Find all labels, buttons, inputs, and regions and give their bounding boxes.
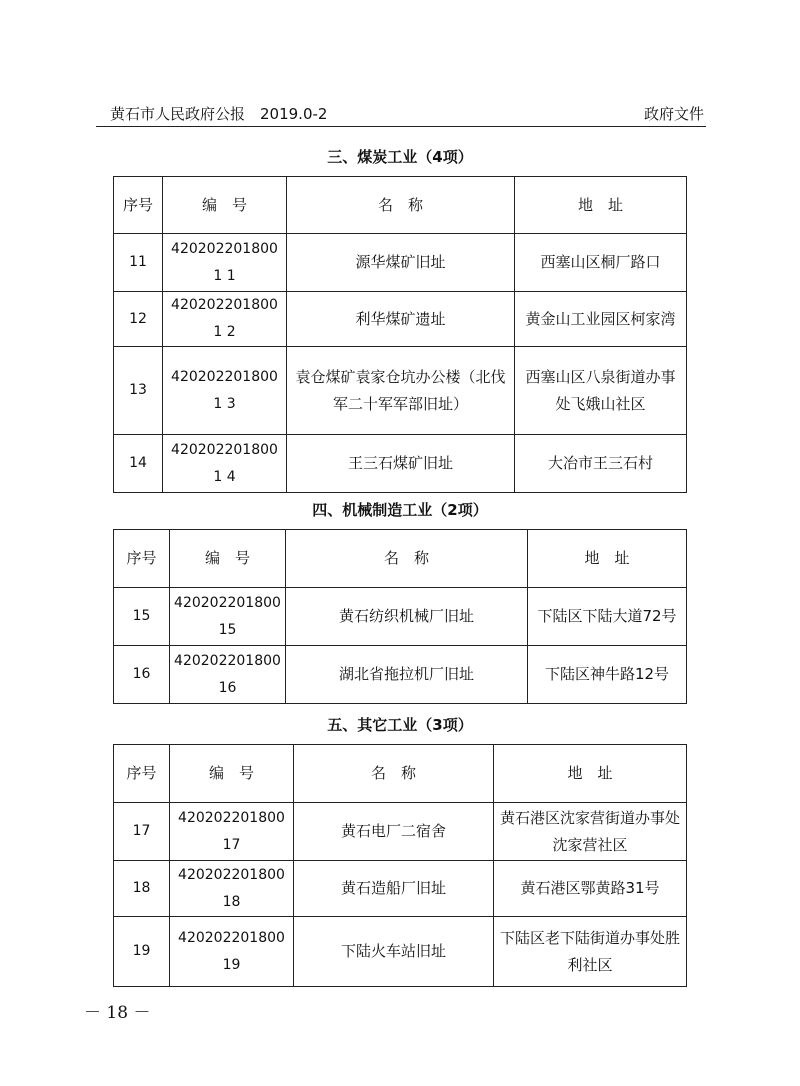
row-address: 下陆区神牛路12号 bbox=[528, 646, 687, 704]
row-name: 湖北省拖拉机厂旧址 bbox=[286, 646, 528, 704]
header-left: 黄石市人民政府公报 2019.0-2 bbox=[110, 105, 328, 123]
header-rule bbox=[96, 126, 706, 127]
row-name: 黄石纺织机械厂旧址 bbox=[286, 588, 528, 646]
row-no: 14 bbox=[114, 435, 163, 493]
row-address: 下陆区老下陆街道办事处胜利社区 bbox=[494, 917, 687, 987]
row-no: 19 bbox=[114, 917, 170, 987]
table-row bbox=[114, 347, 687, 435]
table-header-row bbox=[114, 745, 687, 803]
column-header-name: 名 称 bbox=[287, 177, 515, 234]
row-name: 源华煤矿旧址 bbox=[287, 234, 515, 292]
row-name: 利华煤矿遗址 bbox=[287, 292, 515, 347]
row-address: 黄石港区沈家营街道办事处沈家营社区 bbox=[494, 803, 687, 861]
section-title-machinery: 四、机械制造工业（2项） bbox=[312, 501, 488, 519]
column-header-name: 名 称 bbox=[286, 530, 528, 588]
column-header-address: 地 址 bbox=[515, 177, 687, 234]
header-right: 政府文件 bbox=[643, 105, 704, 123]
table-row bbox=[114, 234, 687, 292]
row-address: 黄金山工业园区柯家湾 bbox=[515, 292, 687, 347]
row-no: 11 bbox=[114, 234, 163, 292]
row-address: 西塞山区桐厂路口 bbox=[515, 234, 687, 292]
column-header-name: 名 称 bbox=[294, 745, 494, 803]
row-name: 袁仓煤矿袁家仓坑办公楼（北伐军二十军军部旧址） bbox=[287, 347, 515, 435]
row-name: 下陆火车站旧址 bbox=[294, 917, 494, 987]
row-code: 42020220180018 bbox=[170, 861, 294, 917]
row-code: 4202022018001 3 bbox=[163, 347, 287, 435]
column-header-address: 地 址 bbox=[494, 745, 687, 803]
row-address: 下陆区下陆大道72号 bbox=[528, 588, 687, 646]
table-header-row bbox=[114, 530, 687, 588]
page-number: － 18 － bbox=[84, 1003, 151, 1023]
table-row bbox=[114, 292, 687, 347]
row-address: 西塞山区八泉街道办事处飞娥山社区 bbox=[515, 347, 687, 435]
row-name: 王三石煤矿旧址 bbox=[287, 435, 515, 493]
column-header-no: 序号 bbox=[114, 745, 170, 803]
row-code: 4202022018001 2 bbox=[163, 292, 287, 347]
row-no: 18 bbox=[114, 861, 170, 917]
section-title-coal: 三、煤炭工业（4项） bbox=[327, 148, 473, 166]
coal-table bbox=[113, 176, 687, 493]
column-header-code: 编 号 bbox=[170, 745, 294, 803]
section-title-other: 五、其它工业（3项） bbox=[327, 716, 473, 734]
table-row bbox=[114, 435, 687, 493]
row-code: 42020220180017 bbox=[170, 803, 294, 861]
table-row bbox=[114, 861, 687, 917]
row-no: 15 bbox=[114, 588, 170, 646]
row-address: 大冶市王三石村 bbox=[515, 435, 687, 493]
column-header-no: 序号 bbox=[114, 177, 163, 234]
column-header-address: 地 址 bbox=[528, 530, 687, 588]
column-header-code: 编 号 bbox=[163, 177, 287, 234]
machinery-table bbox=[113, 529, 687, 704]
row-code: 420202201800 15 bbox=[170, 588, 286, 646]
table-row bbox=[114, 803, 687, 861]
table-header-row bbox=[114, 177, 687, 234]
table-row bbox=[114, 646, 687, 704]
row-no: 17 bbox=[114, 803, 170, 861]
other-industry-table bbox=[113, 744, 687, 987]
row-address: 黄石港区鄂黄路31号 bbox=[494, 861, 687, 917]
row-code: 420202201800 16 bbox=[170, 646, 286, 704]
row-no: 12 bbox=[114, 292, 163, 347]
row-name: 黄石造船厂旧址 bbox=[294, 861, 494, 917]
column-header-code: 编 号 bbox=[170, 530, 286, 588]
row-no: 13 bbox=[114, 347, 163, 435]
column-header-no: 序号 bbox=[114, 530, 170, 588]
table-row bbox=[114, 917, 687, 987]
row-code: 42020220180019 bbox=[170, 917, 294, 987]
row-name: 黄石电厂二宿舍 bbox=[294, 803, 494, 861]
row-code: 4202022018001 1 bbox=[163, 234, 287, 292]
table-row bbox=[114, 588, 687, 646]
row-code: 4202022018001 4 bbox=[163, 435, 287, 493]
row-no: 16 bbox=[114, 646, 170, 704]
